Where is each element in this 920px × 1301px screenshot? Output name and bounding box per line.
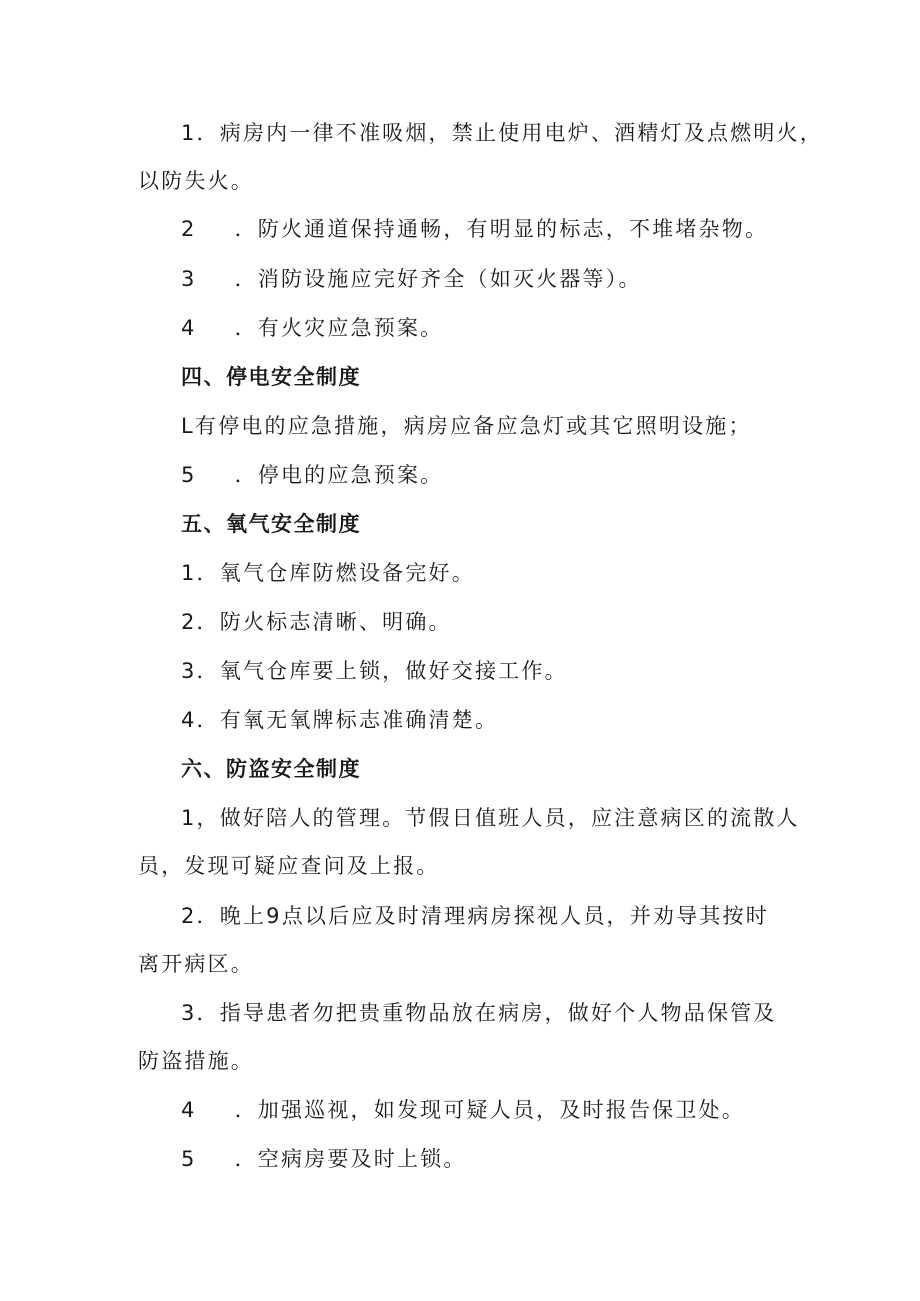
oxygen-item-4: 4．有氧无氧牌标志准确清楚。: [181, 708, 499, 732]
oxygen-item-1: 1．氧气仓库防燃设备完好。: [181, 561, 475, 585]
item-text: ．加强巡视，如发现可疑人员，及时报告保卫处。: [234, 1098, 745, 1122]
theft-item-4: [181, 1095, 745, 1125]
item-number: 4: [181, 1098, 197, 1122]
section-heading-oxygen: 五、氧气安全制度: [181, 512, 361, 536]
item-number: 4: [181, 316, 197, 340]
theft-item-3-line-2: 防盗措施。: [138, 1049, 254, 1073]
theft-item-1-line-2: 员，发现可疑应查问及上报。: [138, 854, 440, 878]
theft-item-2-line-2: 离开病区。: [138, 952, 254, 976]
item-text: ．停电的应急预案。: [234, 463, 444, 487]
item-text: ．空病房要及时上锁。: [234, 1147, 467, 1171]
item-number: 5: [181, 1147, 197, 1171]
fire-item-4: [181, 313, 443, 343]
fire-item-3: [181, 264, 642, 294]
section-heading-power: 四、停电安全制度: [181, 365, 361, 389]
theft-item-1-line-1: 1，做好陪人的管理。节假日值班人员，应注意病区的流散人: [181, 806, 800, 830]
fire-item-2: [181, 214, 768, 244]
item-text: ．有火灾应急预案。: [234, 316, 444, 340]
oxygen-item-3: 3．氧气仓库要上锁，做好交接工作。: [181, 659, 568, 683]
item-text: ．防火通道保持通畅，有明显的标志，不堆堵杂物。: [234, 217, 769, 241]
theft-item-5: [181, 1144, 467, 1174]
power-item-1: L有停电的应急措施，病房应备应急灯或其它照明设施；: [181, 414, 752, 438]
power-item-5: [181, 460, 443, 490]
item-text: ．消防设施应完好齐全（如灭火器等）。: [234, 267, 642, 291]
item-number: 5: [181, 463, 197, 487]
section-heading-theft: 六、防盗安全制度: [181, 757, 361, 781]
item-number: 2: [181, 217, 197, 241]
theft-item-3-line-1: 3．指导患者勿把贵重物品放在病房，做好个人物品保管及: [181, 1001, 777, 1025]
fire-item-1-line-2: 以防失火。: [138, 169, 254, 193]
theft-item-2-line-1: 2．晚上9点以后应及时清理病房探视人员，并劝导其按时: [181, 904, 769, 928]
item-number: 3: [181, 267, 197, 291]
oxygen-item-2: 2．防火标志清晰、明确。: [181, 610, 452, 634]
fire-item-1-line-1: 1．病房内一律不准吸烟，禁止使用电炉、酒精灯及点燃明火，: [181, 121, 823, 145]
